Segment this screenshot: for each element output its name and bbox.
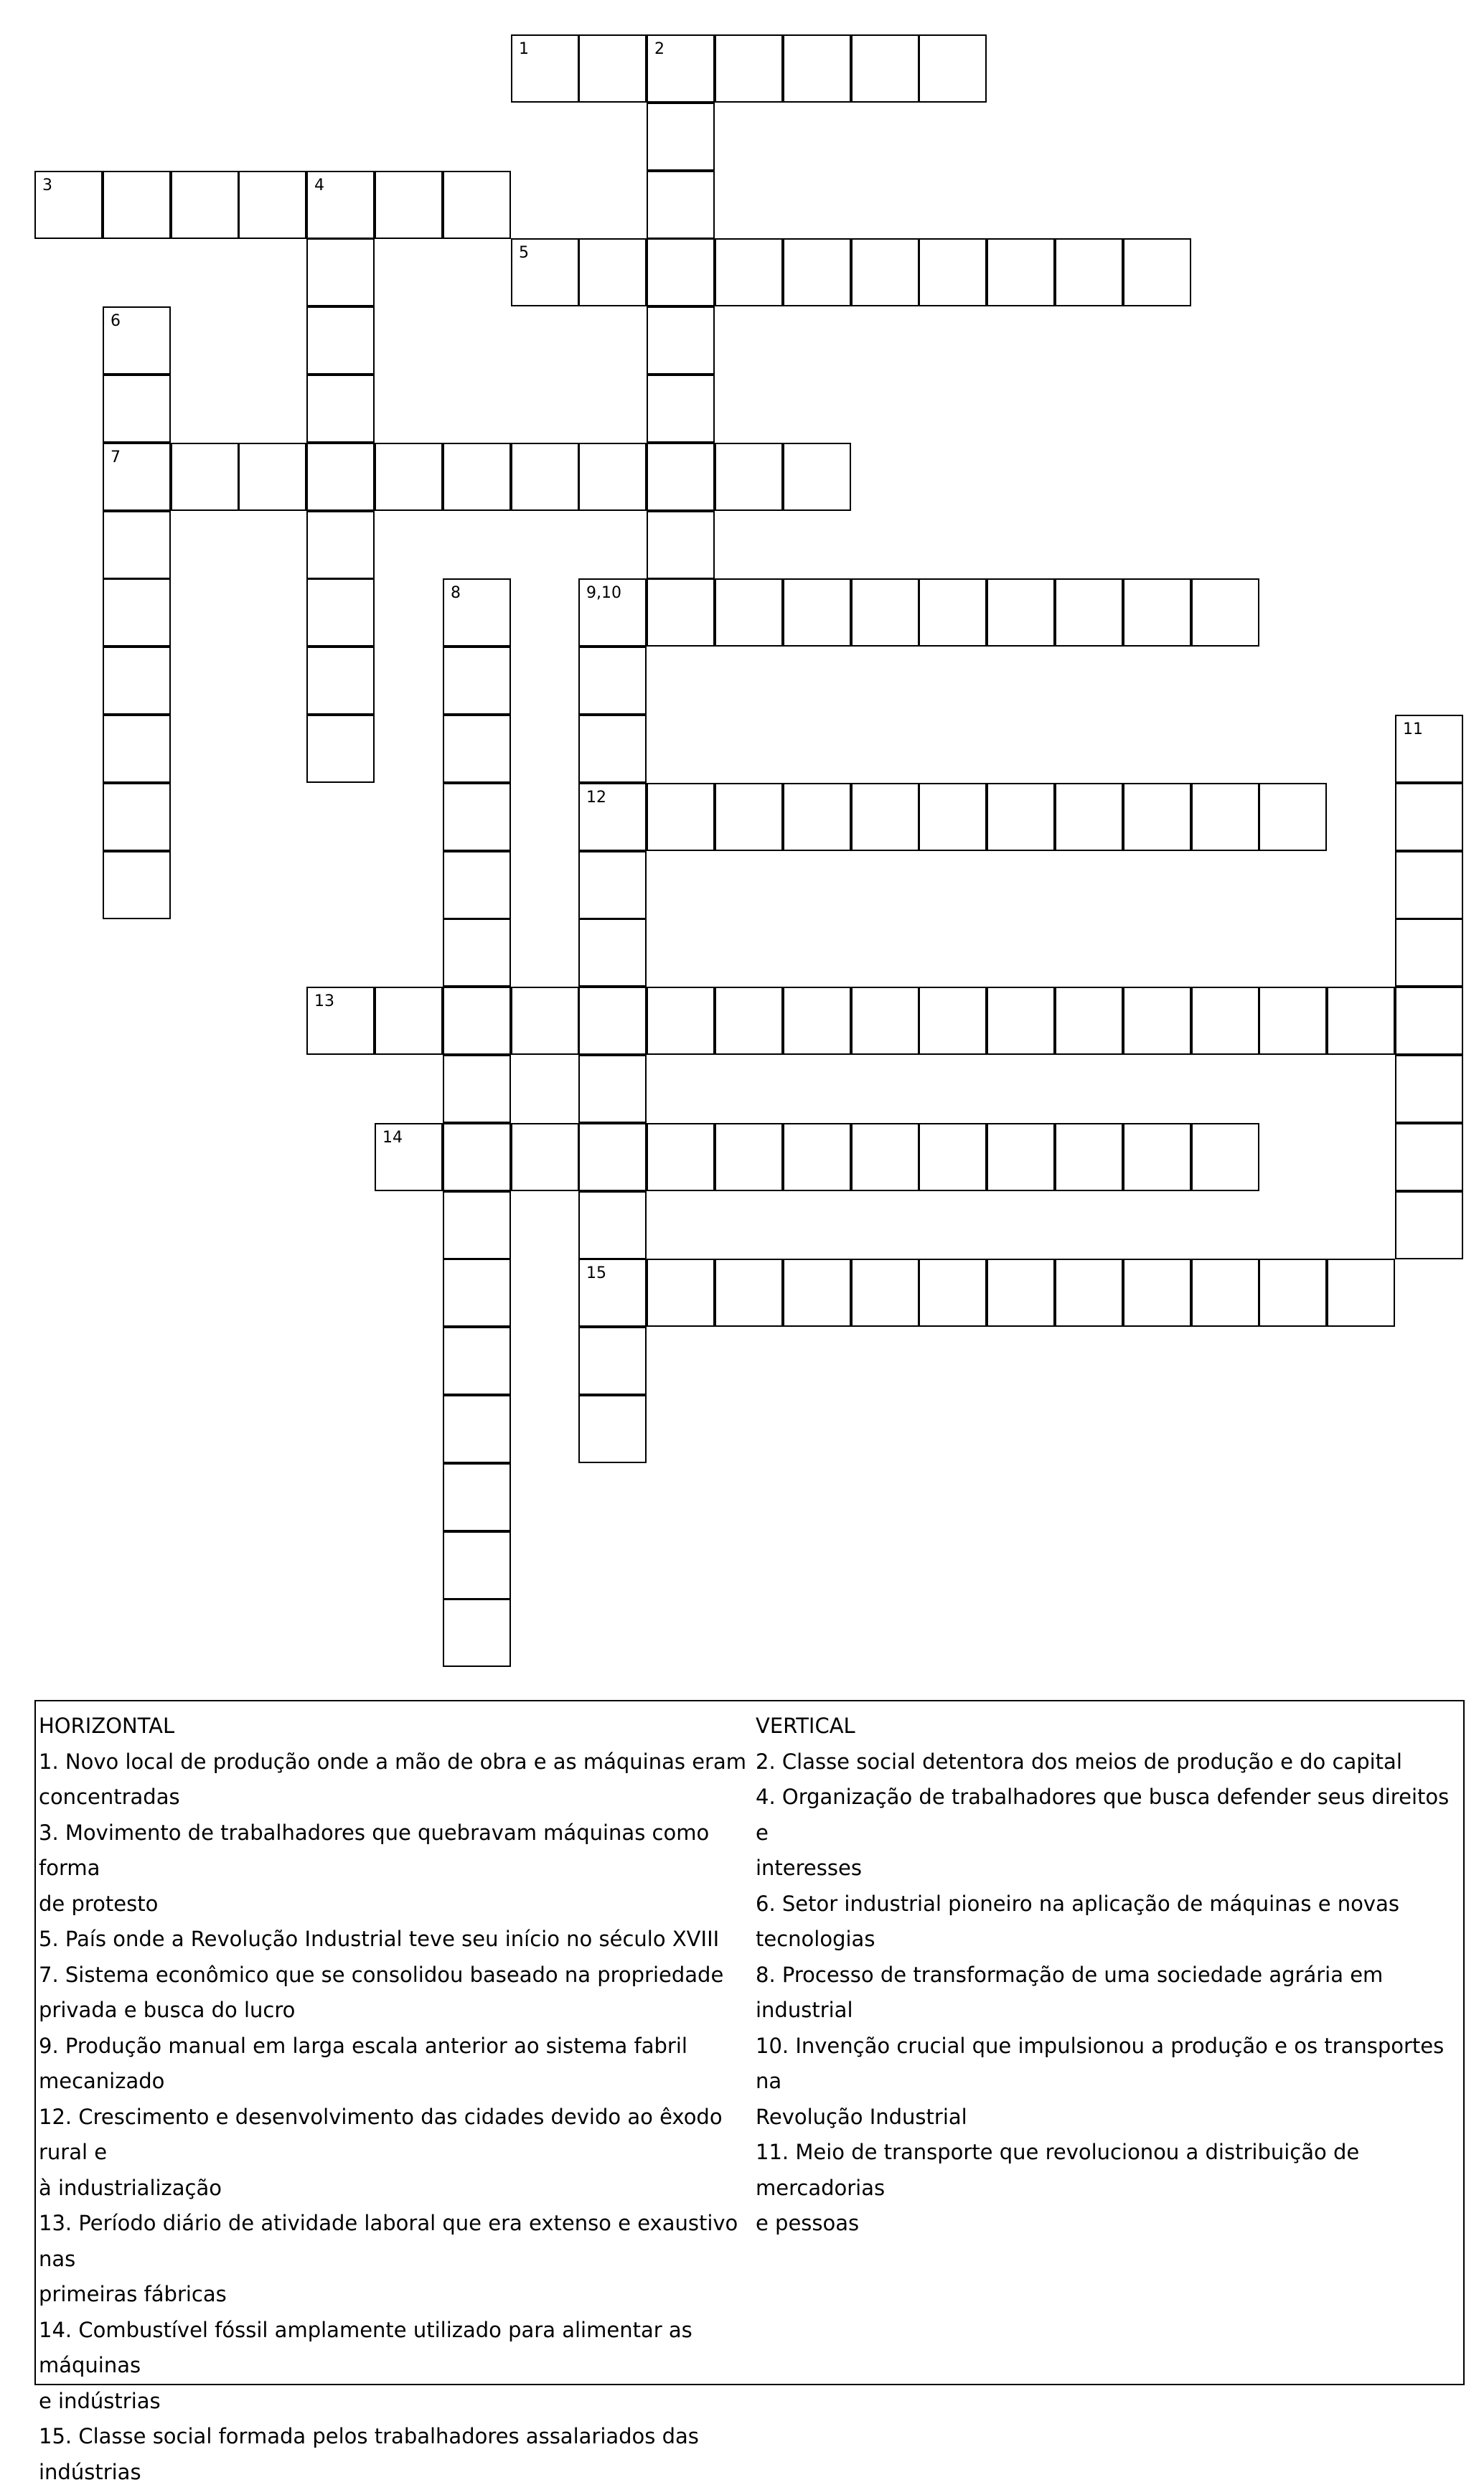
clue-line: tecnologias xyxy=(756,1922,1462,1958)
crossword-cell[interactable] xyxy=(443,1395,511,1463)
crossword-cell[interactable] xyxy=(578,578,647,647)
clue-line: e indústrias xyxy=(39,2384,760,2420)
clue-line: 12. Crescimento e desenvolvimento das cidades devido ao êxodo rural e xyxy=(39,2100,760,2171)
crossword-cell[interactable] xyxy=(1191,1123,1259,1191)
crossword-cell[interactable] xyxy=(851,1259,919,1327)
crossword-cell[interactable] xyxy=(306,238,375,306)
crossword-cell[interactable] xyxy=(851,238,919,306)
crossword-cell[interactable] xyxy=(443,1259,511,1327)
crossword-cell[interactable] xyxy=(443,851,511,919)
clue-line: 9. Produção manual em larga escala anterior ao sistema fabril xyxy=(39,2029,760,2064)
crossword-cell[interactable] xyxy=(647,34,715,103)
clue-line: concentradas xyxy=(39,1780,760,1815)
crossword-cell[interactable] xyxy=(647,375,715,443)
crossword-cell[interactable] xyxy=(783,578,851,647)
crossword-cell[interactable] xyxy=(1259,783,1327,851)
crossword-cell[interactable] xyxy=(1259,1259,1327,1327)
crossword-cell[interactable] xyxy=(1395,987,1463,1055)
crossword-cell[interactable] xyxy=(578,1259,647,1327)
crossword-cell[interactable] xyxy=(647,511,715,579)
clue-number: 12 xyxy=(586,790,606,806)
vertical-clues xyxy=(756,1709,1462,2242)
crossword-cell[interactable] xyxy=(103,715,171,783)
clue-line: 7. Sistema econômico que se consolidou baseado na propriedade xyxy=(39,1958,760,1993)
crossword-cell[interactable] xyxy=(987,238,1055,306)
clue-number: 13 xyxy=(314,994,334,1010)
crossword-cell[interactable] xyxy=(1055,783,1123,851)
crossword-cell[interactable] xyxy=(443,1327,511,1395)
crossword-cell[interactable] xyxy=(443,1191,511,1259)
crossword-cell[interactable] xyxy=(919,238,987,306)
crossword-cell[interactable] xyxy=(1395,783,1463,851)
crossword-cell[interactable] xyxy=(375,171,443,239)
crossword-cell[interactable] xyxy=(443,919,511,987)
crossword-cell[interactable] xyxy=(443,1123,511,1191)
clue-line: indústrias xyxy=(39,2455,760,2490)
crossword-cell[interactable] xyxy=(919,578,987,647)
clue-line: 8. Processo de transformação de uma sociedade agrária em industrial xyxy=(756,1958,1462,2029)
crossword-cell[interactable] xyxy=(1191,783,1259,851)
clue-number: 8 xyxy=(451,586,461,601)
crossword-cell[interactable] xyxy=(511,238,579,306)
crossword-cell[interactable] xyxy=(103,851,171,919)
clue-line: primeiras fábricas xyxy=(39,2277,760,2313)
crossword-cell[interactable] xyxy=(1395,1123,1463,1191)
crossword-cell[interactable] xyxy=(1191,1259,1259,1327)
crossword-cell[interactable] xyxy=(783,238,851,306)
crossword-cell[interactable] xyxy=(1123,238,1191,306)
crossword-cell[interactable] xyxy=(1191,987,1259,1055)
crossword-cell[interactable] xyxy=(647,238,715,306)
clue-line: 6. Setor industrial pioneiro na aplicação de máquinas e novas xyxy=(756,1887,1462,1922)
clue-number: 6 xyxy=(111,314,121,329)
crossword-cell[interactable] xyxy=(647,306,715,375)
clue-number: 14 xyxy=(382,1130,403,1146)
crossword-cell[interactable] xyxy=(306,987,375,1055)
crossword-cell[interactable] xyxy=(578,1395,647,1463)
crossword-cell[interactable] xyxy=(715,783,783,851)
crossword-cell[interactable] xyxy=(578,919,647,987)
crossword-cell[interactable] xyxy=(1123,1123,1191,1191)
crossword-cell[interactable] xyxy=(647,1259,715,1327)
crossword-cell[interactable] xyxy=(238,171,306,239)
crossword-cell[interactable] xyxy=(647,171,715,239)
clue-line: privada e busca do lucro xyxy=(39,1993,760,2029)
clue-line: 1. Novo local de produção onde a mão de obra e as máquinas eram xyxy=(39,1744,760,1780)
clue-line: 5. País onde a Revolução Industrial teve seu início no século XVIII xyxy=(39,1922,760,1958)
clue-number: 5 xyxy=(519,245,529,261)
crossword-cell[interactable] xyxy=(1123,783,1191,851)
crossword-cell[interactable] xyxy=(103,375,171,443)
crossword-cell[interactable] xyxy=(1327,1259,1395,1327)
crossword-cell[interactable] xyxy=(715,443,783,511)
crossword-cell[interactable] xyxy=(578,238,647,306)
clue-number: 2 xyxy=(654,42,664,57)
crossword-cell[interactable] xyxy=(443,1599,511,1667)
crossword-cell[interactable] xyxy=(578,1055,647,1123)
crossword-cell[interactable] xyxy=(103,306,171,375)
crossword-cell[interactable] xyxy=(1259,987,1327,1055)
clue-line: mecanizado xyxy=(39,2064,760,2100)
crossword-cell[interactable] xyxy=(1123,1259,1191,1327)
crossword-cell[interactable] xyxy=(1055,1259,1123,1327)
clue-line: Revolução Industrial xyxy=(756,2100,1462,2136)
crossword-cell[interactable] xyxy=(1123,578,1191,647)
crossword-cell[interactable] xyxy=(578,1327,647,1395)
clue-number: 3 xyxy=(42,178,52,194)
crossword-cell[interactable] xyxy=(103,171,171,239)
crossword-cell[interactable] xyxy=(578,1123,647,1191)
crossword-cell[interactable] xyxy=(783,987,851,1055)
crossword-cell[interactable] xyxy=(919,987,987,1055)
crossword-cell[interactable] xyxy=(578,851,647,919)
crossword-cell[interactable] xyxy=(578,1191,647,1259)
clue-number: 15 xyxy=(586,1266,606,1282)
clue-line: 10. Invenção crucial que impulsionou a produção e os transportes na xyxy=(756,2029,1462,2100)
clue-number: 4 xyxy=(314,178,324,194)
crossword-cell[interactable] xyxy=(1395,851,1463,919)
crossword-cell[interactable] xyxy=(647,443,715,511)
crossword-cell[interactable] xyxy=(987,1259,1055,1327)
crossword-cell[interactable] xyxy=(715,34,783,103)
crossword-cell[interactable] xyxy=(238,443,306,511)
crossword-cell[interactable] xyxy=(715,987,783,1055)
crossword-cell[interactable] xyxy=(443,171,511,239)
crossword-cell[interactable] xyxy=(919,34,987,103)
crossword-cell[interactable] xyxy=(1395,715,1463,783)
crossword-cell[interactable] xyxy=(647,578,715,647)
horizontal-title: HORIZONTAL xyxy=(39,1709,760,1744)
crossword-cell[interactable] xyxy=(443,647,511,715)
crossword-cell[interactable] xyxy=(1327,987,1395,1055)
crossword-cell[interactable] xyxy=(578,443,647,511)
crossword-cell[interactable] xyxy=(171,443,239,511)
clue-line: 13. Período diário de atividade laboral que era extenso e exaustivo nas xyxy=(39,2206,760,2277)
crossword-cell[interactable] xyxy=(1395,1055,1463,1123)
crossword-cell[interactable] xyxy=(103,647,171,715)
crossword-cell[interactable] xyxy=(443,783,511,851)
crossword-cell[interactable] xyxy=(647,987,715,1055)
crossword-cell[interactable] xyxy=(375,1123,443,1191)
crossword-cell[interactable] xyxy=(103,578,171,647)
crossword-cell[interactable] xyxy=(443,1531,511,1599)
crossword-cell[interactable] xyxy=(375,987,443,1055)
crossword-cell[interactable] xyxy=(306,647,375,715)
crossword-cell[interactable] xyxy=(783,1259,851,1327)
clue-number: 1 xyxy=(519,42,529,57)
clue-line: 3. Movimento de trabalhadores que quebravam máquinas como forma xyxy=(39,1815,760,1887)
clue-number: 9,10 xyxy=(586,586,621,601)
crossword-cell[interactable] xyxy=(103,511,171,579)
crossword-cell[interactable] xyxy=(511,1123,579,1191)
crossword-cell[interactable] xyxy=(443,578,511,647)
crossword-cell[interactable] xyxy=(578,647,647,715)
crossword-cell[interactable] xyxy=(443,715,511,783)
crossword-cell[interactable] xyxy=(443,1463,511,1531)
crossword-cell[interactable] xyxy=(443,443,511,511)
vertical-title: VERTICAL xyxy=(756,1709,1462,1744)
crossword-cell[interactable] xyxy=(715,1123,783,1191)
horizontal-clues xyxy=(39,1709,760,2490)
crossword-cell[interactable] xyxy=(851,1123,919,1191)
crossword-cell[interactable] xyxy=(851,987,919,1055)
crossword-cell[interactable] xyxy=(375,443,443,511)
crossword-cell[interactable] xyxy=(715,578,783,647)
crossword-cell[interactable] xyxy=(647,1123,715,1191)
clue-line: 2. Classe social detentora dos meios de produção e do capital xyxy=(756,1744,1462,1780)
crossword-cell[interactable] xyxy=(34,171,103,239)
crossword-cell[interactable] xyxy=(919,1123,987,1191)
crossword-cell[interactable] xyxy=(443,987,511,1055)
crossword-cell[interactable] xyxy=(306,171,375,239)
crossword-cell[interactable] xyxy=(783,783,851,851)
crossword-cell[interactable] xyxy=(1055,1123,1123,1191)
crossword-cell[interactable] xyxy=(1055,578,1123,647)
crossword-cell[interactable] xyxy=(647,103,715,171)
crossword-cell[interactable] xyxy=(511,443,579,511)
crossword-cell[interactable] xyxy=(851,34,919,103)
crossword-cell[interactable] xyxy=(103,783,171,851)
crossword-cell[interactable] xyxy=(306,715,375,783)
clue-line: 14. Combustível fóssil amplamente utilizado para alimentar as máquinas xyxy=(39,2313,760,2384)
clue-line: 11. Meio de transporte que revolucionou a distribuição de mercadorias xyxy=(756,2135,1462,2206)
crossword-cell[interactable] xyxy=(443,1055,511,1123)
crossword-cell[interactable] xyxy=(987,987,1055,1055)
clue-number: 7 xyxy=(111,450,121,466)
crossword-cell[interactable] xyxy=(306,375,375,443)
crossword-cell[interactable] xyxy=(1395,1191,1463,1259)
crossword-cell[interactable] xyxy=(783,34,851,103)
crossword-cell[interactable] xyxy=(578,34,647,103)
crossword-cell[interactable] xyxy=(511,34,579,103)
crossword-cell[interactable] xyxy=(647,783,715,851)
clue-number: 11 xyxy=(1403,722,1423,738)
clue-line: 15. Classe social formada pelos trabalhadores assalariados das xyxy=(39,2419,760,2455)
crossword-cell[interactable] xyxy=(1395,919,1463,987)
crossword-cell[interactable] xyxy=(851,783,919,851)
clue-line: 4. Organização de trabalhadores que busca defender seus direitos e xyxy=(756,1780,1462,1851)
crossword-cell[interactable] xyxy=(715,1259,783,1327)
crossword-cell[interactable] xyxy=(511,987,579,1055)
clues-box xyxy=(34,1700,1465,2385)
crossword-cell[interactable] xyxy=(171,171,239,239)
clue-line: à industrialização xyxy=(39,2171,760,2207)
crossword-cell[interactable] xyxy=(987,578,1055,647)
clue-line: interesses xyxy=(756,1851,1462,1887)
crossword-cell[interactable] xyxy=(783,1123,851,1191)
crossword-cell[interactable] xyxy=(306,306,375,375)
crossword-cell[interactable] xyxy=(578,783,647,851)
crossword-cell[interactable] xyxy=(783,443,851,511)
crossword-cell[interactable] xyxy=(306,511,375,579)
crossword-cell[interactable] xyxy=(919,1259,987,1327)
crossword-cell[interactable] xyxy=(578,987,647,1055)
crossword-cell[interactable] xyxy=(306,443,375,511)
crossword-cell[interactable] xyxy=(103,443,171,511)
crossword-cell[interactable] xyxy=(987,1123,1055,1191)
clue-line: e pessoas xyxy=(756,2206,1462,2242)
crossword-cell[interactable] xyxy=(987,783,1055,851)
crossword-cell[interactable] xyxy=(715,238,783,306)
crossword-cell[interactable] xyxy=(919,783,987,851)
crossword-cell[interactable] xyxy=(1055,238,1123,306)
clue-line: de protesto xyxy=(39,1887,760,1922)
crossword-cell[interactable] xyxy=(1191,578,1259,647)
crossword-cell[interactable] xyxy=(578,715,647,783)
crossword-cell[interactable] xyxy=(1055,987,1123,1055)
crossword-cell[interactable] xyxy=(851,578,919,647)
crossword-cell[interactable] xyxy=(306,578,375,647)
crossword-cell[interactable] xyxy=(1123,987,1191,1055)
